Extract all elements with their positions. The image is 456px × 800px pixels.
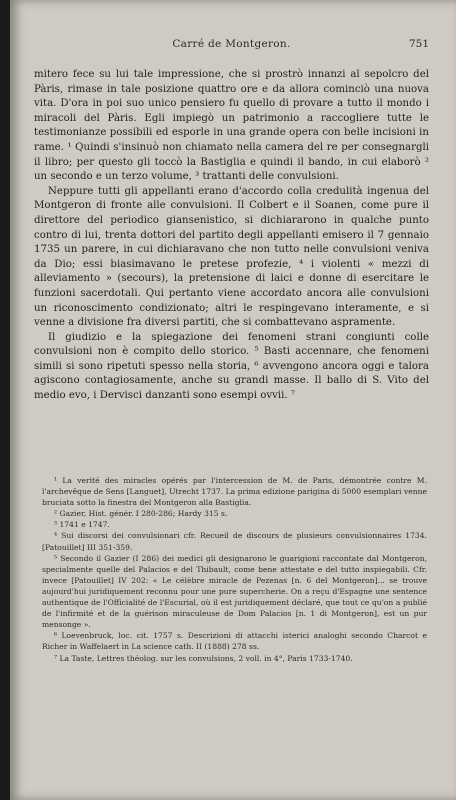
paragraph: Il giudizio e la spiegazione dei fenomeni strani congiunti colle convulsioni non è compito dello storico. ⁵ Basti accennare, che fenomeni simili si sono ripetuti spesso nella storia, ⁶ avvengono ancora oggi e talora agiscono contagiosamente, anche su grandi masse. Il ballo di S. Vito del medio evo, i Dervisci danzanti sono esempi ovvii. ⁷ xyxy=(34,331,429,402)
footnote: ⁵ Secondo il Gazier (I 286) dei medici gli designarono le guarigioni raccontate dal Montgeron, specialmente quelle del Palacios e del Thibault, come bene attestate e del tutto inspiegabili. Cfr. invece [Patouillet] IV 202: « Le célèbre miracle de Pezenas [n. 6 del Montgeron]... se trouve aujourd'hui juridiquement reconnu pour une pure supercherie. On a reçu d'Espagne une sentence authentique de l'Officialité de l'Escurial, où il est juridiquement déclaré, que tout ce qu'on a publié de l'infirmité et de la guérison miraculeuse de Dom Palacios [n. 1 di Montgeron], est un pur mensonge ». xyxy=(42,553,427,630)
footnote: ³ 1741 e 1747. xyxy=(54,520,110,530)
paragraph: Neppure tutti gli appellanti erano d'accordo colla credulità ingenua del Montgeron di fronte alle convulsioni. Il Colbert e il Soanen, come pure il direttore del periodico giansenistico, si dichiararono in qualche punto contro di lui, trenta dottori del partito degli appellanti emisero il 7 gennaio 1735 un parere, in cui dichiaravano che non tutto nelle convulsioni veniva da Dio; essi biasimavano le pretese profezie, ⁴ i violenti « mezzi di alleviamento » (secours), la pretensione di laici e donne di esercitare le funzioni sacerdotali. Qui pertanto viene accordato ancora alle convulsioni un riconoscimento condizionato; altri le respingevano interamente, e si venne a divisione fra diversi partiti, che si combattevano aspramente. xyxy=(34,185,429,329)
footnote: ¹ La verité des miracles opérés par l'intercession de M. de Paris, démontrée contre M. l'archevêque de Sens [Languet], Utrecht 1737. La prima edizione parigina di 5000 esemplari venne bruciata sotto la finestra del Montgeron alla Bastiglia. xyxy=(42,476,427,508)
paragraph: mitero fece su lui tale impressione, che si prostrò innanzi al sepolcro del Pàris, rimase in tale posizione quattro ore e da allora cominciò una nuova vita. D'ora in poi suo unico pensiero fu quello di provare a tutto il mondo i miracoli del Pàris. Egli impiegò un patrimonio a raccogliere tutte le testimonianze possibili ed esporle in una grande opera con belle incisioni in rame. ¹ Quindi s'insinuò non chiamato nella camera del re per consegnargli il libro; per questo gli toccò la Bastiglia e quindi il bando, in cui elaborò ² un secondo e un terzo volume, ³ trattanti delle convulsioni. xyxy=(34,69,429,183)
footnotes xyxy=(42,475,427,664)
footnote: ⁷ La Taste, Lettres théolog. sur les convulsions, 2 voll. in 4°, Paris 1733-1740. xyxy=(54,653,353,663)
running-header xyxy=(34,38,429,54)
page-number: 751 xyxy=(408,38,429,50)
footnote: ⁴ Sui discorsi dei convulsionari cfr. Recueil de discours de plusieurs convulsionnaires 1734. [Patouillet] III 351-359. xyxy=(42,531,427,552)
footnote: ² Gazier, Hist. génér. I 280-286; Hardy 315 s. xyxy=(54,509,228,519)
book-page xyxy=(10,0,456,800)
main-text xyxy=(34,68,429,404)
running-title: Carré de Montgeron. xyxy=(172,38,291,50)
footnote: ⁶ Loevenbruck, loc. cit. 1757 s. Descrizioni di attacchi isterici analoghi secondo Charcot e Richer in Waffelaert in La science cath. II (1888) 278 ss. xyxy=(42,631,427,652)
